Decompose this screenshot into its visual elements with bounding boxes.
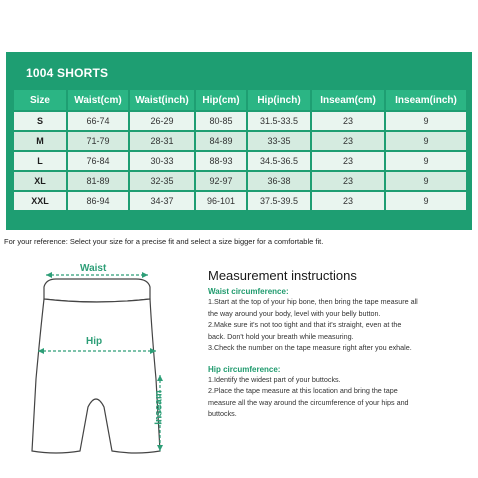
waist-label: Waist	[80, 263, 107, 274]
hip-label: Hip	[86, 336, 103, 347]
inseam-arrow-top	[157, 375, 163, 381]
table-cell: 28-31	[128, 132, 194, 150]
instruction-line: 3.Check the number on the tape measure right after you exhale.	[208, 343, 412, 352]
inseam-label: Inseam	[153, 390, 165, 425]
table-cell: 23	[310, 192, 384, 210]
table-row	[14, 192, 466, 210]
table-cell: 84-89	[194, 132, 246, 150]
col-header-waist-inch: Waist(inch)	[128, 90, 194, 110]
table-cell: 80-85	[194, 112, 246, 130]
table-row	[14, 132, 466, 150]
table-cell: 23	[310, 112, 384, 130]
table-cell: 9	[384, 132, 466, 150]
col-header-inseam-inch: Inseam(inch)	[384, 90, 466, 110]
table-cell: 92-97	[194, 172, 246, 190]
table-cell: 76-84	[66, 152, 128, 170]
col-header-waist-cm: Waist(cm)	[66, 90, 128, 110]
instruction-line: measure all the way around the circumference of your hips and	[208, 397, 409, 407]
measurement-instructions	[208, 268, 470, 420]
table-cell: 23	[310, 132, 384, 150]
table-cell: S	[14, 112, 66, 130]
table-cell: 37.5-39.5	[246, 192, 310, 210]
table-cell: 30-33	[128, 152, 194, 170]
table-cell: 9	[384, 192, 466, 210]
waist-arrow-left	[46, 272, 52, 278]
size-chart-panel	[6, 52, 472, 230]
table-cell: 86-94	[66, 192, 128, 210]
table-cell: 34-37	[128, 192, 194, 210]
reference-note: For your reference: Select your size for a precise fit and select a size bigger for a comfortable fit.	[4, 237, 324, 246]
table-row	[14, 152, 466, 170]
table-cell: 23	[310, 172, 384, 190]
shorts-diagram	[16, 255, 196, 475]
table-cell: L	[14, 152, 66, 170]
size-chart-title: 1004 SHORTS	[26, 66, 109, 80]
table-cell: 96-101	[194, 192, 246, 210]
section-gap	[208, 354, 470, 362]
table-cell: XXL	[14, 192, 66, 210]
table-cell: 23	[310, 152, 384, 170]
col-header-hip-cm: Hip(cm)	[194, 90, 246, 110]
table-cell: 33-35	[246, 132, 310, 150]
table-cell: 31.5-33.5	[246, 112, 310, 130]
table-row	[14, 112, 466, 130]
table-cell: 36-38	[246, 172, 310, 190]
waist-section-title: Waist circumference:	[208, 287, 289, 296]
table-cell: 32-35	[128, 172, 194, 190]
shorts-body-shape	[32, 299, 160, 453]
instruction-line: the way around your body, level with your belly button.	[208, 308, 381, 318]
waist-arrow-right	[142, 272, 148, 278]
col-header-inseam-cm: Inseam(cm)	[310, 90, 384, 110]
table-cell: 81-89	[66, 172, 128, 190]
waistband-shape	[44, 279, 150, 302]
table-header-row	[14, 90, 466, 110]
table-cell: XL	[14, 172, 66, 190]
size-table	[14, 88, 466, 212]
instruction-line: 2.Make sure it's not too tight and that it's straight, even at the	[208, 320, 402, 329]
shorts-outline-graphic	[16, 255, 196, 475]
table-cell: 9	[384, 112, 466, 130]
instruction-line: buttocks.	[208, 409, 237, 418]
table-cell: M	[14, 132, 66, 150]
table-cell: 88-93	[194, 152, 246, 170]
instructions-title: Measurement instructions	[208, 268, 357, 283]
table-cell: 9	[384, 172, 466, 190]
table-cell: 9	[384, 152, 466, 170]
instruction-line: 1.Start at the top of your hip bone, then bring the tape measure all	[208, 297, 418, 306]
col-header-size: Size	[14, 90, 66, 110]
table-cell: 34.5-36.5	[246, 152, 310, 170]
col-header-hip-inch: Hip(inch)	[246, 90, 310, 110]
instruction-line: back. Don't hold your breath while measuring.	[208, 331, 354, 341]
table-cell: 66-74	[66, 112, 128, 130]
table-row	[14, 172, 466, 190]
hip-section-title: Hip circumference:	[208, 364, 281, 374]
instruction-line: 2.Place the tape measure at this location and bring the tape	[208, 386, 398, 395]
table-cell: 26-29	[128, 112, 194, 130]
table-cell: 71-79	[66, 132, 128, 150]
instruction-line: 1.Identify the widest part of your buttocks.	[208, 374, 341, 384]
